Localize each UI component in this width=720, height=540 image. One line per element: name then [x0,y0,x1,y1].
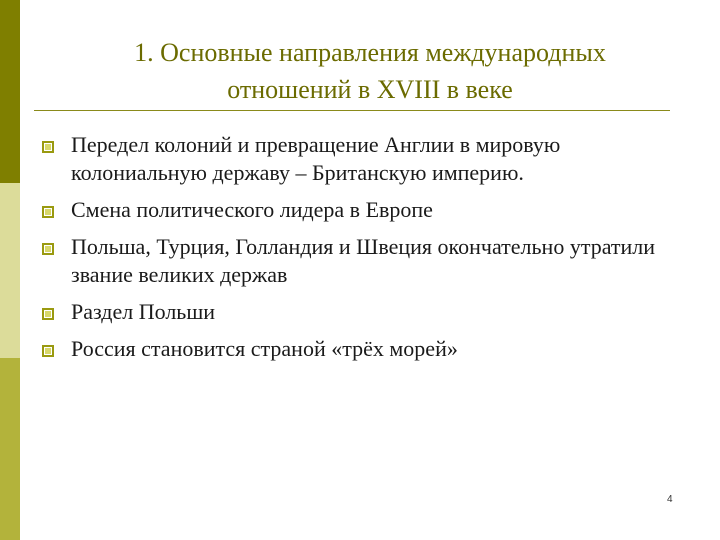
square-bullet-icon [42,345,54,357]
bullet-item [40,335,680,363]
bullet-text: Смена политического лидера в Европе [71,197,433,222]
title-divider [34,110,670,111]
slide-title-line-2: отношений в XVIII в веке [227,75,513,104]
bullet-text: Передел колоний и превращение Англии в мировую колониальную державу – Британскую империю. [71,132,561,185]
bullet-list [40,131,680,372]
bullet-item [40,196,680,224]
page-number: 4 [667,494,673,505]
square-bullet-icon [42,206,54,218]
bullet-item [40,233,680,289]
square-bullet-icon [42,243,54,255]
sidebar-mid-segment [0,358,20,540]
slide-title-line-1: 1. Основные направления международных [134,38,606,67]
square-bullet-icon [42,141,54,153]
slide-title [40,34,700,108]
sidebar-light-segment [0,183,20,358]
square-bullet-icon [42,308,54,320]
bullet-item [40,298,680,326]
sidebar-decoration [0,0,20,540]
sidebar-dark-segment [0,0,20,183]
bullet-text: Раздел Польши [71,299,216,324]
bullet-item [40,131,680,187]
bullet-text: Россия становится страной «трёх морей» [71,336,458,361]
bullet-text: Польша, Турция, Голландия и Швеция окончательно утратили звание великих держав [71,234,656,287]
